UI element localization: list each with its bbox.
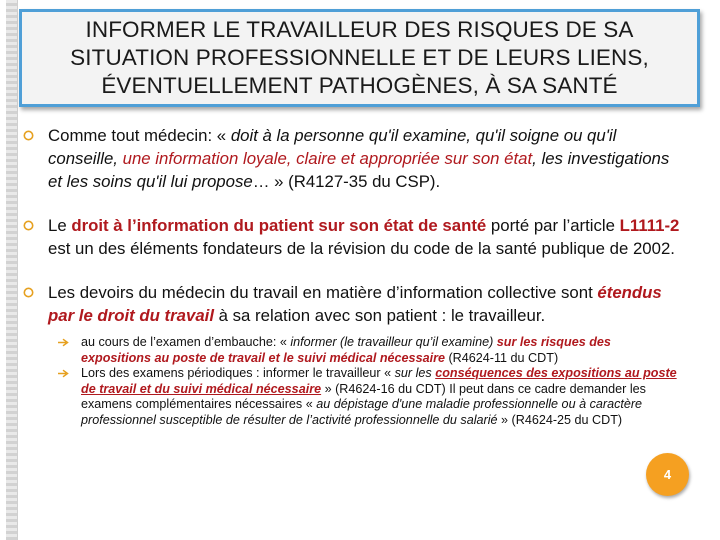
sub-bullet-item-2 [57, 366, 683, 428]
sub-1-text-quote: informer (le travailleur qu’il examine) [290, 335, 497, 349]
title-box [19, 9, 700, 107]
bullet-2-text-end: est un des éléments fondateurs de la révision du code de la santé publique de 2002. [48, 239, 675, 258]
sub-2-text-quote: sur les [394, 366, 436, 380]
bullet-1-text-intro: Comme tout médecin: « [48, 126, 231, 145]
sub-2-text-intro: Lors des examens périodiques : informer le travailleur « [81, 366, 395, 380]
circle-bullet-icon [23, 220, 34, 231]
bullet-item-2 [23, 214, 683, 260]
bullet-3-text-intro: Les devoirs du médecin du travail en matière d’information collective sont [48, 283, 598, 302]
sub-1-text-intro: au cours de l’examen d’embauche: « [81, 335, 291, 349]
bullet-item-1 [23, 124, 683, 193]
page-number-badge: 4 [646, 453, 689, 496]
bullet-1-text-emphasis: une information loyale, claire et appropriée sur son état [122, 149, 533, 168]
sub-1-text-emphasis: sur les risques des expositions au poste de travail et le suivi médical nécessaire [81, 335, 611, 365]
sub-2-text-quote-2: au dépistage d'une maladie professionnelle ou à caractère professionnel susceptible de résulter de l’activité professionnelle du salarié [81, 397, 643, 427]
bullet-2-text-mid: porté par l’article [486, 216, 620, 235]
bullet-item-3 [23, 281, 683, 327]
sub-1-text-reference: (R4624-11 du CDT) [444, 350, 559, 365]
sub-2-text-mid: » (R4624-16 du CDT) Il peut dans ce cadre demander les examens complémentaires nécessaires « [81, 381, 646, 411]
sub-bullet-item-1 [57, 335, 683, 366]
bullet-2-text-article: L1111-2 [619, 216, 680, 235]
sub-2-text-emphasis: conséquences des expositions au poste de travail et du suivi médical nécessaire [81, 366, 677, 396]
circle-bullet-icon [23, 130, 34, 141]
bullet-1-text-quote: doit à la personne qu'il examine, qu'il soigne ou qu'il conseille, [48, 126, 617, 168]
bullet-2-text-right: droit à l’information du patient sur son état de santé [71, 216, 487, 235]
sub-2-text-reference: » (R4624-25 du CDT) [497, 412, 623, 427]
slide-title: INFORMER LE TRAVAILLEUR DES RISQUES DE SA SITUATION PROFESSIONNELLE ET DE LEURS LIENS, ÉVENTUELLEMENT PATHOGÈNES, À SA SANTÉ [70, 17, 649, 98]
circle-bullet-icon [23, 287, 34, 298]
slide-content [23, 124, 683, 428]
arrow-bullet-icon [57, 338, 70, 347]
left-decorative-rule [6, 0, 18, 540]
bullet-3-text-end: à sa relation avec son patient : le travailleur. [214, 306, 546, 325]
bullet-3-text-emphasis: étendus par le droit du travail [48, 283, 662, 325]
arrow-bullet-icon [57, 369, 70, 378]
bullet-1-text-quote-end: , les investigations et les soins qu'il lui propose [48, 149, 670, 191]
bullet-1-text-reference: … » (R4127-35 du CSP). [252, 172, 441, 191]
bullet-2-text-intro: Le [48, 216, 72, 235]
